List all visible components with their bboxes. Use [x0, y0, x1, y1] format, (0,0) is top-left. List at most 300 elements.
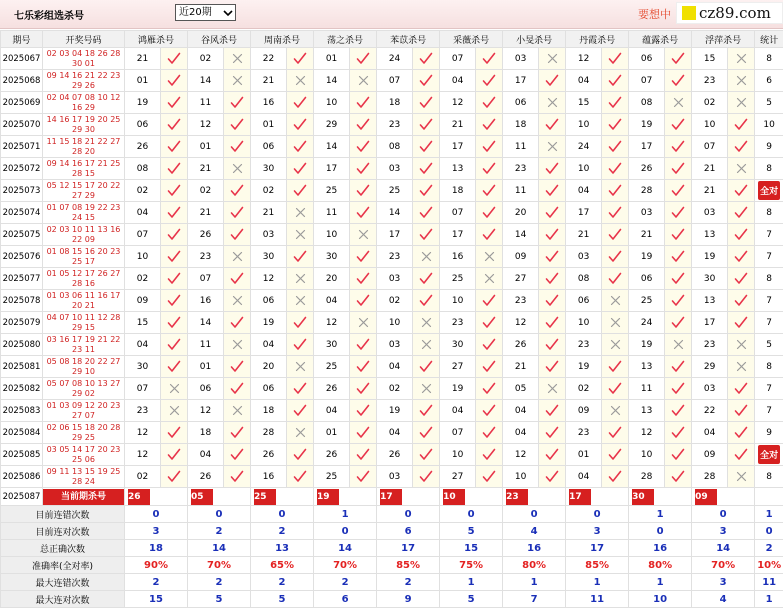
- check-icon: [167, 426, 181, 439]
- kill-number-cell: 07: [125, 378, 161, 400]
- result-correct: [161, 268, 188, 290]
- kill-number-cell: 18: [377, 92, 413, 114]
- result-correct: [602, 158, 629, 180]
- check-icon: [482, 96, 496, 109]
- result-correct: [413, 136, 440, 158]
- kill-number-cell: 18: [503, 114, 539, 136]
- cross-icon: [484, 251, 495, 262]
- result-correct: [476, 378, 503, 400]
- result-correct: [161, 136, 188, 158]
- check-icon: [167, 140, 181, 153]
- kill-number-cell: 04: [377, 422, 413, 444]
- table-row: [1, 158, 783, 180]
- result-correct: [413, 224, 440, 246]
- check-icon: [671, 74, 685, 87]
- result-correct: [539, 180, 566, 202]
- draw-numbers-cell: [43, 334, 125, 356]
- check-icon: [734, 272, 748, 285]
- row-stat-value: 7: [766, 317, 773, 328]
- result-correct: [224, 268, 251, 290]
- kill-number-cell: 10: [692, 114, 728, 136]
- check-icon: [167, 118, 181, 131]
- current-pick-cell: [314, 488, 377, 506]
- page-title: 七乐彩组选杀号: [14, 11, 84, 22]
- cross-icon: [295, 361, 306, 372]
- stats-value: 1: [755, 591, 783, 608]
- draw-numbers-cell: [43, 92, 125, 114]
- result-correct: [161, 334, 188, 356]
- result-correct: [665, 48, 692, 70]
- draw-numbers-cell: [43, 114, 125, 136]
- check-icon: [608, 96, 622, 109]
- kill-number-cell: 02: [188, 180, 224, 202]
- draw-numbers-cell: [43, 246, 125, 268]
- cross-icon: [736, 471, 747, 482]
- result-wrong: [224, 48, 251, 70]
- check-icon: [734, 184, 748, 197]
- check-icon: [482, 162, 496, 175]
- kill-number-cell: 19: [377, 400, 413, 422]
- kill-number-cell: 12: [440, 92, 476, 114]
- current-pick-badge: 17: [569, 489, 591, 505]
- stats-value: 13: [251, 540, 314, 557]
- check-icon: [734, 206, 748, 219]
- kill-number-cell: 21: [125, 48, 161, 70]
- stats-value: 65%: [251, 557, 314, 574]
- result-correct: [665, 422, 692, 444]
- stats-value: 15: [440, 540, 503, 557]
- stats-row: [1, 557, 783, 574]
- table-row: [1, 202, 783, 224]
- col-header-expert: 小旻杀号: [503, 31, 566, 48]
- stats-value: 18: [125, 540, 188, 557]
- kill-number-cell: 10: [629, 444, 665, 466]
- kill-number-cell: 10: [440, 444, 476, 466]
- issue-cell: 2025086: [1, 466, 43, 488]
- row-stat-value: 6: [766, 75, 773, 86]
- stats-value: 0: [251, 506, 314, 523]
- kill-number-cell: 07: [692, 136, 728, 158]
- result-correct: [665, 312, 692, 334]
- row-stat-value: 7: [766, 295, 773, 306]
- check-icon: [671, 426, 685, 439]
- check-icon: [482, 426, 496, 439]
- draw-numbers-line: 16 29: [72, 102, 95, 112]
- kill-number-cell: 23: [566, 334, 602, 356]
- cross-icon: [232, 339, 243, 350]
- result-wrong: [476, 268, 503, 290]
- stats-value: 75%: [440, 557, 503, 574]
- result-correct: [287, 48, 314, 70]
- kill-number-cell: 14: [314, 70, 350, 92]
- col-header-issue: 期号: [1, 31, 43, 48]
- stats-row: [1, 591, 783, 608]
- check-icon: [671, 360, 685, 373]
- result-correct: [287, 466, 314, 488]
- kill-number-cell: 04: [503, 400, 539, 422]
- kill-number-cell: 21: [440, 114, 476, 136]
- kill-number-cell: 19: [692, 246, 728, 268]
- kill-number-cell: 04: [125, 334, 161, 356]
- check-icon: [230, 228, 244, 241]
- kill-number-cell: 02: [125, 180, 161, 202]
- check-icon: [608, 470, 622, 483]
- row-stat-value: 7: [766, 251, 773, 262]
- kill-number-cell: 30: [314, 246, 350, 268]
- result-correct: [476, 180, 503, 202]
- result-correct: [602, 48, 629, 70]
- row-stat-cell: [755, 334, 783, 356]
- cross-icon: [610, 317, 621, 328]
- check-icon: [671, 162, 685, 175]
- kill-number-cell: 11: [188, 334, 224, 356]
- result-correct: [665, 158, 692, 180]
- col-header-expert: 苯苡杀号: [377, 31, 440, 48]
- result-wrong: [539, 378, 566, 400]
- check-icon: [608, 140, 622, 153]
- kill-number-cell: 19: [629, 334, 665, 356]
- check-icon: [608, 360, 622, 373]
- kill-number-cell: 20: [314, 268, 350, 290]
- cross-icon: [232, 53, 243, 64]
- chevron-down-icon: [223, 8, 233, 18]
- kill-number-cell: 18: [440, 180, 476, 202]
- result-correct: [224, 422, 251, 444]
- current-label: 当前期杀号: [43, 489, 124, 505]
- row-stat-value: 7: [766, 383, 773, 394]
- kill-number-cell: 05: [503, 378, 539, 400]
- kill-number-cell: 27: [440, 466, 476, 488]
- check-icon: [608, 162, 622, 175]
- draw-numbers-line: 25 06: [72, 454, 95, 464]
- check-icon: [419, 228, 433, 241]
- table-row: [1, 180, 783, 202]
- check-icon: [545, 338, 559, 351]
- issue-cell: 2025078: [1, 290, 43, 312]
- row-stat-value: 8: [766, 53, 773, 64]
- result-correct: [539, 268, 566, 290]
- promo-link[interactable]: 要想中: [638, 8, 671, 21]
- kill-number-cell: 24: [566, 136, 602, 158]
- draw-numbers-line: 28 15: [72, 168, 95, 178]
- row-stat-cell: [755, 224, 783, 246]
- stats-value: 90%: [125, 557, 188, 574]
- check-icon: [482, 184, 496, 197]
- kill-number-cell: 14: [314, 136, 350, 158]
- kill-number-cell: 01: [314, 48, 350, 70]
- check-icon: [608, 272, 622, 285]
- result-correct: [224, 466, 251, 488]
- check-icon: [545, 404, 559, 417]
- result-correct: [350, 422, 377, 444]
- result-correct: [413, 422, 440, 444]
- check-icon: [167, 184, 181, 197]
- cross-icon: [610, 339, 621, 350]
- result-correct: [350, 466, 377, 488]
- stats-value: 2: [251, 574, 314, 591]
- period-select[interactable]: [175, 4, 236, 21]
- check-icon: [293, 448, 307, 461]
- check-icon: [293, 338, 307, 351]
- result-correct: [476, 48, 503, 70]
- row-stat-value: 8: [766, 207, 773, 218]
- cross-icon: [295, 75, 306, 86]
- kill-number-cell: 07: [629, 70, 665, 92]
- result-correct: [224, 356, 251, 378]
- check-icon: [482, 470, 496, 483]
- kill-number-cell: 09: [566, 400, 602, 422]
- result-correct: [602, 356, 629, 378]
- issue-cell: 2025071: [1, 136, 43, 158]
- row-stat-cell: [755, 246, 783, 268]
- check-icon: [167, 52, 181, 65]
- result-correct: [287, 312, 314, 334]
- result-correct: [224, 224, 251, 246]
- cross-icon: [421, 317, 432, 328]
- check-icon: [734, 294, 748, 307]
- row-stat-cell: [755, 312, 783, 334]
- draw-numbers-line: 28 20: [72, 146, 95, 156]
- check-icon: [482, 448, 496, 461]
- check-icon: [356, 250, 370, 263]
- site-logo[interactable]: [676, 2, 783, 24]
- result-correct: [476, 202, 503, 224]
- check-icon: [230, 360, 244, 373]
- kill-number-cell: 23: [440, 312, 476, 334]
- check-icon: [293, 118, 307, 131]
- cross-icon: [232, 163, 243, 174]
- issue-cell: 2025077: [1, 268, 43, 290]
- result-correct: [287, 400, 314, 422]
- stats-value: 85%: [377, 557, 440, 574]
- draw-numbers-line: 09 14 16 21 22 23: [46, 70, 121, 80]
- all-correct-badge: 全对: [758, 445, 780, 464]
- kill-number-cell: 17: [314, 158, 350, 180]
- result-correct: [476, 466, 503, 488]
- issue-cell: 2025079: [1, 312, 43, 334]
- cross-icon: [295, 207, 306, 218]
- result-wrong: [728, 158, 755, 180]
- kill-number-cell: 04: [503, 422, 539, 444]
- draw-numbers-cell: [43, 466, 125, 488]
- cross-icon: [169, 405, 180, 416]
- stats-value: 0: [314, 523, 377, 540]
- check-icon: [356, 272, 370, 285]
- result-wrong: [665, 92, 692, 114]
- cross-icon: [736, 53, 747, 64]
- result-correct: [728, 290, 755, 312]
- current-pick-cell: [692, 488, 755, 506]
- check-icon: [293, 250, 307, 263]
- row-stat-value: 8: [766, 361, 773, 372]
- kill-number-cell: 09: [125, 290, 161, 312]
- kill-number-cell: 19: [125, 92, 161, 114]
- check-icon: [671, 404, 685, 417]
- col-header-expert: 蕴露杀号: [629, 31, 692, 48]
- table-row: [1, 400, 783, 422]
- kill-number-cell: 17: [692, 312, 728, 334]
- table-row: [1, 444, 783, 466]
- check-icon: [419, 404, 433, 417]
- stats-value: 15: [125, 591, 188, 608]
- kill-number-cell: 10: [440, 290, 476, 312]
- kill-number-cell: 28: [692, 466, 728, 488]
- result-wrong: [224, 158, 251, 180]
- check-icon: [167, 74, 181, 87]
- check-icon: [482, 140, 496, 153]
- kill-number-cell: 04: [314, 400, 350, 422]
- kill-number-cell: 09: [692, 444, 728, 466]
- stats-label: 最大连对次数: [1, 591, 125, 608]
- stats-value: 6: [314, 591, 377, 608]
- result-wrong: [161, 400, 188, 422]
- stats-value: 0: [629, 523, 692, 540]
- stats-value: 3: [692, 574, 755, 591]
- draw-numbers-line: 28 16: [72, 278, 95, 288]
- kill-number-cell: 30: [440, 334, 476, 356]
- kill-number-cell: 08: [566, 268, 602, 290]
- draw-numbers-line: 29 02: [72, 388, 95, 398]
- result-correct: [602, 246, 629, 268]
- result-correct: [413, 356, 440, 378]
- kill-number-cell: 21: [188, 202, 224, 224]
- check-icon: [419, 360, 433, 373]
- check-icon: [482, 338, 496, 351]
- draw-numbers-cell: [43, 70, 125, 92]
- kill-number-cell: 11: [503, 180, 539, 202]
- kill-number-cell: 11: [503, 136, 539, 158]
- draw-numbers-cell: [43, 422, 125, 444]
- check-icon: [545, 162, 559, 175]
- result-correct: [602, 70, 629, 92]
- stats-value: 1: [755, 506, 783, 523]
- cross-icon: [232, 405, 243, 416]
- kill-number-cell: 19: [566, 356, 602, 378]
- result-correct: [665, 378, 692, 400]
- col-header-expert: 鸿雁杀号: [125, 31, 188, 48]
- current-issue-cell: 2025087: [1, 488, 43, 506]
- check-icon: [482, 382, 496, 395]
- kill-number-cell: 28: [629, 180, 665, 202]
- kill-number-cell: 17: [566, 202, 602, 224]
- kill-number-cell: 20: [503, 202, 539, 224]
- draw-numbers-cell: [43, 158, 125, 180]
- kill-number-cell: 13: [692, 290, 728, 312]
- result-correct: [539, 356, 566, 378]
- check-icon: [419, 272, 433, 285]
- kill-number-cell: 04: [251, 334, 287, 356]
- stats-value: 2: [188, 523, 251, 540]
- check-icon: [419, 52, 433, 65]
- stats-value: 10%: [755, 557, 783, 574]
- check-icon: [545, 250, 559, 263]
- current-pick-badge: 30: [632, 489, 654, 505]
- result-correct: [350, 334, 377, 356]
- kill-number-cell: 30: [251, 158, 287, 180]
- result-correct: [161, 356, 188, 378]
- stats-value: 3: [692, 523, 755, 540]
- row-stat-cell: [755, 114, 783, 136]
- result-correct: [350, 202, 377, 224]
- stats-value: 5: [440, 591, 503, 608]
- cross-icon: [232, 295, 243, 306]
- result-wrong: [539, 136, 566, 158]
- stats-value: 2: [188, 574, 251, 591]
- kill-number-cell: 09: [503, 246, 539, 268]
- check-icon: [482, 294, 496, 307]
- stats-value: 16: [629, 540, 692, 557]
- result-wrong: [287, 356, 314, 378]
- check-icon: [545, 448, 559, 461]
- stats-value: 0: [188, 506, 251, 523]
- result-wrong: [287, 290, 314, 312]
- result-correct: [413, 158, 440, 180]
- row-stat-value: 8: [766, 273, 773, 284]
- result-wrong: [350, 224, 377, 246]
- result-wrong: [602, 290, 629, 312]
- result-correct: [665, 70, 692, 92]
- check-icon: [167, 162, 181, 175]
- col-header-draw: 开奖号码: [43, 31, 125, 48]
- stats-value: 14: [692, 540, 755, 557]
- kill-number-cell: 06: [125, 114, 161, 136]
- check-icon: [293, 184, 307, 197]
- check-icon: [167, 294, 181, 307]
- kill-number-cell: 10: [566, 158, 602, 180]
- result-correct: [728, 422, 755, 444]
- row-stat-cell: [755, 202, 783, 224]
- result-correct: [287, 114, 314, 136]
- kill-number-cell: 12: [188, 114, 224, 136]
- kill-number-cell: 22: [251, 48, 287, 70]
- check-icon: [356, 360, 370, 373]
- draw-numbers-line: 22 09: [72, 234, 95, 244]
- result-correct: [350, 92, 377, 114]
- stats-value: 14: [314, 540, 377, 557]
- result-correct: [350, 246, 377, 268]
- draw-numbers-line: 02 04 07 08 10 12: [46, 92, 121, 102]
- issue-cell: 2025084: [1, 422, 43, 444]
- kill-number-cell: 10: [377, 312, 413, 334]
- table-row: [1, 48, 783, 70]
- check-icon: [608, 118, 622, 131]
- stats-value: 3: [566, 523, 629, 540]
- draw-numbers-line: 09 11 13 15 19 25: [46, 466, 121, 476]
- check-icon: [356, 118, 370, 131]
- kill-number-cell: 01: [566, 444, 602, 466]
- check-icon: [671, 382, 685, 395]
- stats-value: 7: [503, 591, 566, 608]
- result-wrong: [539, 48, 566, 70]
- result-correct: [728, 400, 755, 422]
- stats-value: 0: [566, 506, 629, 523]
- check-icon: [230, 206, 244, 219]
- result-correct: [665, 180, 692, 202]
- table-row: [1, 378, 783, 400]
- result-correct: [413, 92, 440, 114]
- result-wrong: [224, 246, 251, 268]
- kill-number-cell: 15: [125, 312, 161, 334]
- result-wrong: [287, 224, 314, 246]
- result-correct: [728, 378, 755, 400]
- kill-number-cell: 04: [566, 466, 602, 488]
- cross-icon: [295, 295, 306, 306]
- kill-number-cell: 04: [566, 180, 602, 202]
- issue-cell: 2025069: [1, 92, 43, 114]
- cross-icon: [736, 339, 747, 350]
- result-correct: [350, 444, 377, 466]
- result-wrong: [287, 202, 314, 224]
